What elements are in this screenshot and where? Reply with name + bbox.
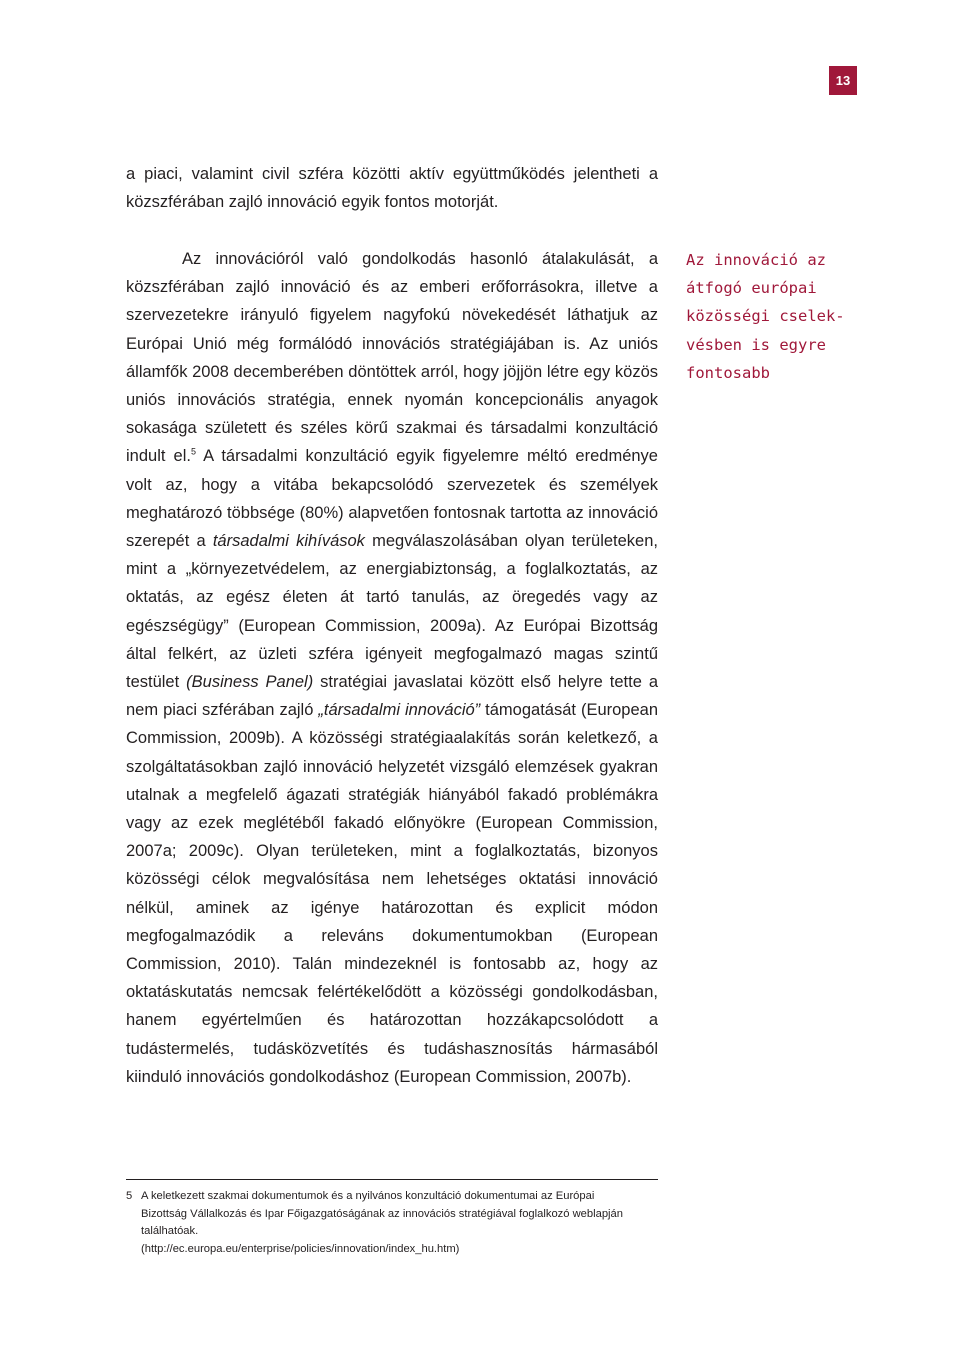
footnote-url[interactable]: (http://ec.europa.eu/enterprise/policies/innovation/index_hu.htm) — [141, 1242, 460, 1255]
margin-note-line: átfogó európai — [686, 279, 817, 298]
intro-text: a piaci, valamint civil szféra közötti aktív együttműködés jelentheti a közszférában zajló innováció egyik fontos motorját. — [126, 165, 658, 212]
footnote-line: találhatóak. — [141, 1225, 199, 1237]
footnote-line: A keletkezett szakmai dokumentumok és a nyilvános konzultáció dokumentumai az Európai — [141, 1190, 595, 1202]
emphasis-business-panel: (Business Panel) — [186, 673, 314, 692]
margin-note-line: fontosabb — [686, 363, 770, 382]
margin-note — [686, 246, 886, 387]
footnote-line: Bizottság Vállalkozás és Ipar Főigazgatóságának az innovációs stratégiával foglalkozó weblapján — [141, 1207, 623, 1220]
footnote-text — [141, 1188, 623, 1258]
margin-note-line: közösségi cselek- — [686, 307, 845, 326]
margin-note-line: vésben is egyre — [686, 335, 826, 354]
emphasis-tarsadalmi-innovacio: „társadalmi innováció” — [318, 701, 481, 720]
footnote — [126, 1188, 656, 1258]
margin-note-line: Az innováció az — [686, 251, 826, 269]
intro-paragraph — [126, 160, 658, 216]
footnote-reference[interactable]: 5 — [190, 446, 196, 457]
main-text-part-3: megválaszolásában olyan területeken, mint a „környezetvédelem, az energiabiztonság, a foglalkoztatás, az oktatás, az egész életen át tartó tanulás, az öregedés vagy az egészségügy” (European Commission, 2009a). Az Európai Bizottság által felkért, az üzleti szféra igényeit megfogalmazó magas szintű testület — [126, 532, 658, 692]
footnote-divider — [126, 1179, 658, 1180]
emphasis-tarsadalmi-kihivasok: társadalmi kihívások — [212, 532, 365, 551]
main-paragraph — [126, 245, 658, 1091]
page-number: 13 — [829, 66, 857, 95]
main-text-part-1: Az innovációról való gondolkodás hasonló átalakulását, a közszférában zajló innováció és az emberi erőforrásokra, illetve a szervezetekre irányuló figyelem nagyfokú növekedését láthatjuk az Európai Unió még formálódó innovációs stratégiájában is. Az uniós államfők 2008 decemberében döntöttek arról, hogy jöjjön létre egy közös uniós innovációs stratégia, ennek nyomán koncepcionális anyagok sokasága született és széles körű szakmai és társadalmi konzultáció indult el. — [126, 250, 658, 466]
main-text — [126, 245, 658, 1091]
footnote-number: 5 — [126, 1190, 133, 1202]
main-text-part-5: támogatását (European Commission, 2009b). A közösségi stratégiaalakítás során keletkező, a szolgáltatásokban zajló innováció helyzetét vizsgáló elemzések gyakran utalnak a megfelelő ágazati stratégiák hiányából fakadó problémákra vagy az ezek meglétéből fakadó előnyökre (European Commission, 2007a; 2009c). Olyan területeken, mint a foglalkoztatás, bizonyos közösségi célok megvalósítása nem lehetséges oktatási innováció nélkül, aminek az igénye határozottan és explicit módon megfogalmazódik a releváns dokumentumokban (European Commission, 2010). Talán mindezeknél is fontosabb az, hogy az oktatáskutatás nemcsak felértékelődött a közösségi gondolkodásban, hanem egyértelműen és határozottan hozzákapcsolódott a tudástermelés, tudásközvetítés és tudáshasznosítás hármasából kiinduló innovációs gondolkodáshoz (European Commission, 2007b). — [126, 701, 659, 1086]
main-text-part-2: A társadalmi konzultáció egyik figyelemre méltó eredménye volt az, hogy a vitába bekapcsolódó szervezetek és személyek meghatározó többsége (80%) alapvetően fontosnak tartotta az innováció szerepét a — [126, 447, 658, 551]
main-text-part-4: stratégiai javaslatai között első helyre tette a nem piaci szférában zajló — [126, 673, 658, 720]
